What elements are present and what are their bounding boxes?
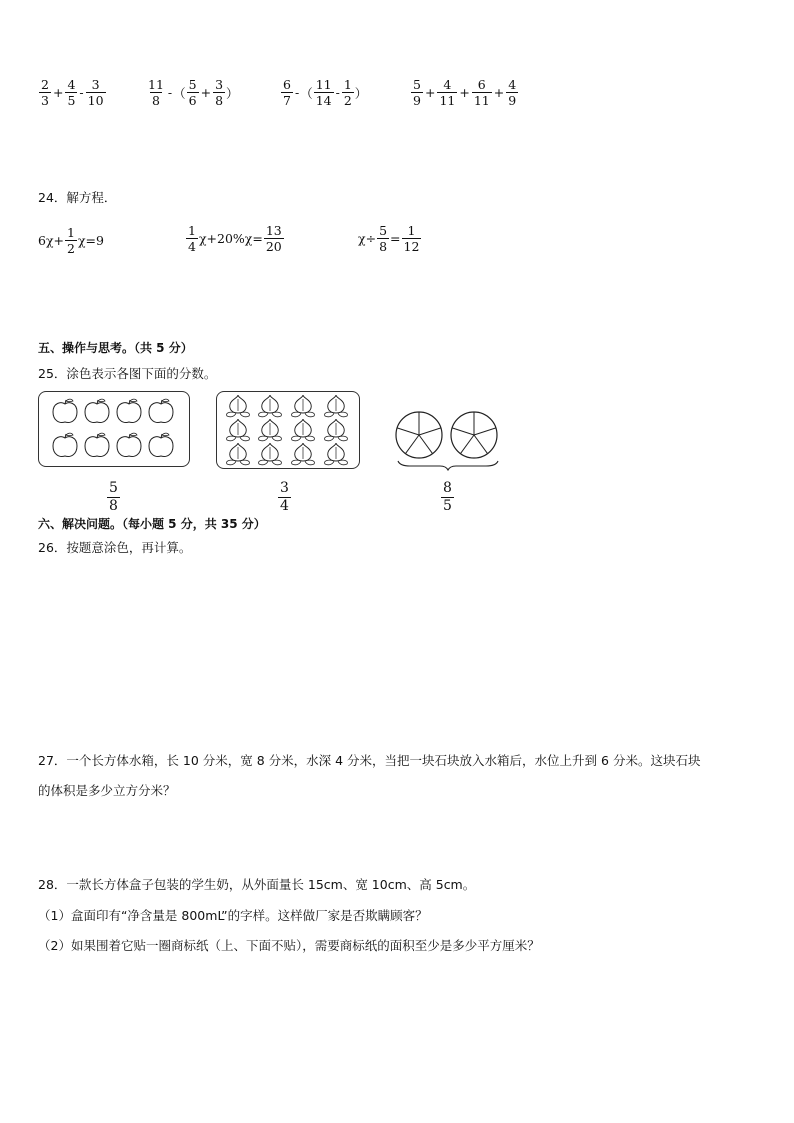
question-27-line-1: 27．一个长方体水箱，长 10 分米，宽 8 分米，水深 4 分米，当把一块石块放入水箱后，水位上升到 6 分米。这块石块 <box>38 753 701 768</box>
peach-icon <box>259 443 282 465</box>
fraction: $\frac{5}{9}$ <box>413 77 421 109</box>
calc-expression-2 <box>145 78 239 107</box>
apple-grid <box>39 392 189 466</box>
peach-icon <box>227 395 250 417</box>
apple-icon <box>85 433 109 456</box>
operator: + <box>459 85 470 101</box>
fraction: $\frac{1}{2}$ <box>343 77 352 109</box>
fraction: $\frac{6}{7}$ <box>283 77 291 109</box>
operator: + <box>52 85 64 101</box>
fraction: $\frac{1}{4}$ <box>188 223 196 255</box>
fraction: $\frac{13}{20}$ <box>265 223 282 255</box>
calc-expression-1 <box>38 78 107 107</box>
question-27-line-2: 的体积是多少立方分米？ <box>38 783 176 798</box>
equation-1 <box>38 226 104 255</box>
peach-icon <box>325 419 348 441</box>
paren: ） <box>354 85 368 101</box>
fraction: $\frac{3}{10}$ <box>87 77 104 109</box>
fraction: $\frac{4}{9}$ <box>508 77 517 109</box>
fraction: $\frac{1}{12}$ <box>403 223 420 255</box>
question-25-title: 25．涂色表示各图下面的分数。 <box>38 366 217 381</box>
paren: （ <box>300 85 313 101</box>
fraction: $\frac{1}{2}$ <box>67 225 75 257</box>
equation-text: χ+20%χ= <box>198 231 263 247</box>
equation-text: 6χ+ <box>38 233 65 249</box>
question-28-title: 28．一款长方体盒子包装的学生奶，从外面量长 15cm、宽 10cm、高 5cm。 <box>38 877 476 892</box>
peach-icon <box>292 443 315 465</box>
question-28-sub-2: （2）如果围着它贴一圈商标纸（上、下面不贴），需要商标纸的面积至少是多少平方厘米？ <box>38 938 540 953</box>
circle-fifths-icon <box>396 412 442 458</box>
fig1-fraction: $\frac{5}{8}$ <box>109 480 118 514</box>
operator: - <box>294 85 300 101</box>
circle-fifths-icon <box>451 412 497 458</box>
fraction: $\frac{5}{8}$ <box>379 223 388 255</box>
fraction: $\frac{11}{8}$ <box>148 77 164 109</box>
peach-icon <box>325 443 348 465</box>
peach-icon <box>227 419 250 441</box>
peach-icon <box>227 443 250 465</box>
paren: ） <box>226 85 239 101</box>
fig2-fraction: $\frac{3}{4}$ <box>280 480 289 514</box>
brace <box>398 461 498 470</box>
question-28-sub-1: （1）盒面印有“净含量是 800mL”的字样。这样做厂家是否欺瞒顾客？ <box>38 908 428 923</box>
question-24-title: 24．解方程． <box>38 190 117 205</box>
equation-2 <box>185 224 285 253</box>
apple-icon <box>149 433 173 456</box>
calc-expression-3 <box>280 78 367 107</box>
operator: + <box>493 85 505 101</box>
peach-icon <box>292 419 315 441</box>
apple-icon <box>117 399 141 422</box>
fraction: $\frac{4}{5}$ <box>67 77 76 109</box>
peach-icon <box>259 419 282 441</box>
operator: - <box>79 85 84 101</box>
section-6-heading: 六、解决问题。（每小题 5 分，共 35 分） <box>38 517 266 531</box>
section-5-heading: 五、操作与思考。（共 5 分） <box>38 341 193 355</box>
fraction: $\frac{3}{8}$ <box>215 77 224 109</box>
operator: + <box>424 85 436 101</box>
peach-figure-box <box>216 391 360 469</box>
fraction: $\frac{2}{3}$ <box>41 77 49 109</box>
operator: + <box>200 85 212 101</box>
peach-icon <box>292 395 315 417</box>
fraction: $\frac{6}{11}$ <box>473 77 490 109</box>
peach-icon <box>259 395 282 417</box>
fig3-fraction: $\frac{8}{5}$ <box>443 480 452 514</box>
fraction: $\frac{4}{11}$ <box>439 77 456 109</box>
apple-icon <box>149 399 173 422</box>
apple-figure-box <box>38 391 190 467</box>
fraction: $\frac{5}{6}$ <box>188 77 197 109</box>
peach-icon <box>325 395 348 417</box>
apple-icon <box>53 399 77 422</box>
fraction: $\frac{11}{14}$ <box>315 77 332 109</box>
equation-text: χ=9 <box>77 233 104 249</box>
equation-3 <box>358 224 422 253</box>
apple-icon <box>85 399 109 422</box>
calc-expression-4 <box>410 78 519 107</box>
paren: （ <box>173 85 186 101</box>
question-26-title: 26．按题意涂色，再计算。 <box>38 540 192 555</box>
equation-text: χ÷ <box>358 231 377 247</box>
operator: - <box>335 85 340 101</box>
apple-icon <box>53 433 77 456</box>
operator: - <box>167 85 173 101</box>
apple-icon <box>117 433 141 456</box>
peach-grid <box>217 392 359 468</box>
equation-text: = <box>390 231 401 247</box>
circles-figure <box>392 405 504 471</box>
